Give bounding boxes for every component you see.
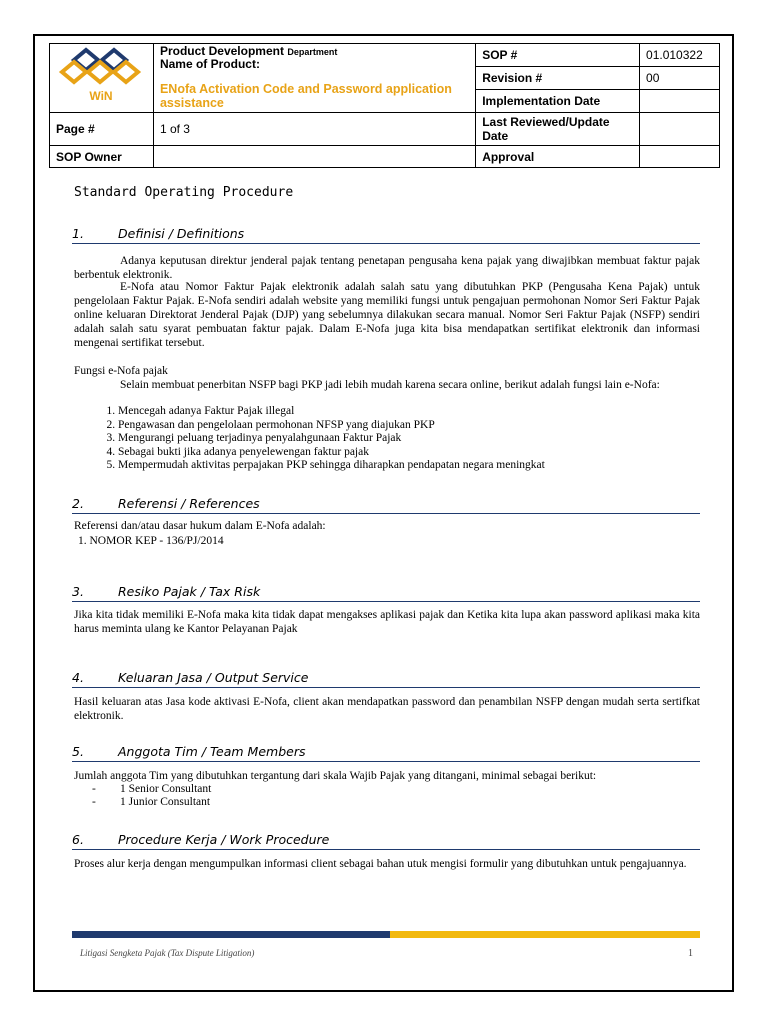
document-title: Standard Operating Procedure [74,185,294,200]
footer-page-number: 1 [688,948,693,959]
footer-rule-gold [390,931,700,938]
sop-owner-label: SOP Owner [50,146,154,168]
approval-value [640,146,720,168]
implementation-date-label: Implementation Date [476,90,640,113]
section-1-heading: 1. Definisi / Definitions [72,226,700,244]
page-value: 1 of 3 [153,113,475,146]
section-5-text: Jumlah anggota Tim yang dibutuhkan tergantung dari skala Wajib Pajak yang ditangani, minimal sebagai berikut: [74,770,597,782]
page-label: Page # [50,113,154,146]
sop-value: 01.010322 [640,44,720,67]
last-reviewed-value [640,113,720,146]
list-item: - 1 Senior Consultant [92,783,212,795]
section-6-heading: 6. Procedure Kerja / Work Procedure [72,832,700,850]
section-5-heading: 5. Anggota Tim / Team Members [72,744,700,762]
section-3-text: Jika kita tidak memiliki E-Nofa maka kita tidak dapat mengakses aplikasi pajak dan Ketika kita lupa akan password aplikasi maka kita harus meminta ulang ke Kantor Pelayanan Pajak [74,609,700,635]
team-members-list [74,783,700,809]
list-item: 2. Pengawasan dan pengelolaan permohonan NFSP yang diajukan PKP [118,419,700,433]
win-logo-icon [56,46,146,108]
list-item: 3. Mengurangi peluang terjadinya penyalahgunaan Faktur Pajak [118,432,700,446]
product-cell: Product Development Department Name of Product: ENofa Activation Code and Password application assistance [153,44,475,113]
section-2-intro: Referensi dan/atau dasar hukum dalam E-Nofa adalah: [74,520,326,532]
fungsi-intro: Selain membuat penerbitan NSFP bagi PKP jadi lebih mudah karena secara online, berikut adalah fungsi lain e-Nofa: [120,379,660,391]
section-4-text: Hasil keluaran atas Jasa kode aktivasi E-Nofa, client akan mendapatkan password dan penambilan NSFP dengan mudah serta sertifkat elektronik. [74,696,700,722]
section-1-paragraph-1: Adanya keputusan direktur jenderal pajak tentang penetapan pengusaha kena pajak yang diwajibkan membuat faktur pajak berbentuk elektronik. [74,255,700,281]
list-item: 4. Sebagai bukti jika adanya penyelewengan faktur pajak [118,446,700,460]
team-members-list-wrapper [74,783,700,809]
list-item: - 1 Junior Consultant [92,796,211,808]
list-item: 5. Mempermudah aktivitas perpajakan PKP sehingga diharapkan pendapatan negara meningkat [118,459,700,473]
last-reviewed-label: Last Reviewed/Update Date [476,113,640,146]
revision-label: Revision # [476,67,640,90]
section-4-heading: 4. Keluaran Jasa / Output Service [72,670,700,688]
sop-owner-value [153,146,475,168]
approval-label: Approval [476,146,640,168]
svg-text:WiN: WiN [89,88,114,103]
product-name: ENofa Activation Code and Password application assistance [159,82,452,110]
sop-label: SOP # [476,44,640,67]
footer-rule-blue [72,931,390,938]
company-logo [50,44,154,113]
fungsi-list-wrapper [74,405,700,473]
footer-text: Litigasi Sengketa Pajak (Tax Dispute Litigation) [80,948,255,958]
section-1-paragraph-2: E-Nofa atau Nomor Faktur Pajak elektronik adalah salah satu yang dibutuhkan PKP (Pengusaha Kena Pajak) untuk pengelolaan Faktur Pajak. E-Nofa sendiri adalah website yang memiliki fungsi untuk pengajuan permohonan Nomor Seri Faktur Pajak online keluaran Direktorat Jenderal Pajak (DJP) yang sebelumnya dilakukan secara manual. Nomor Seri Faktur Pajak (NSFP) sendiri adalah salah satu syarat pembuatan faktur pajak. Dalam E-Nofa juga kita bisa mendapatkan sertifikat elektronik dan informasi mengenai sertifikat tersebut. [74,281,700,349]
sop-header-table [49,43,720,168]
section-6-text: Proses alur kerja dengan mengumpulkan informasi client sebagai bahan utuk mengisi formulir yang dibutuhkan untuk pengajuannya. [74,858,687,870]
section-3-heading: 3. Resiko Pajak / Tax Risk [72,584,700,602]
section-2-heading: 2. Referensi / References [72,496,700,514]
implementation-date-value [640,90,720,113]
revision-value: 00 [640,67,720,90]
fungsi-title: Fungsi e-Nofa pajak [74,365,168,377]
section-2-reference-item: 1. NOMOR KEP - 136/PJ/2014 [78,535,224,547]
fungsi-list [74,405,700,473]
list-item: 1. Mencegah adanya Faktur Pajak illegal [118,405,700,419]
